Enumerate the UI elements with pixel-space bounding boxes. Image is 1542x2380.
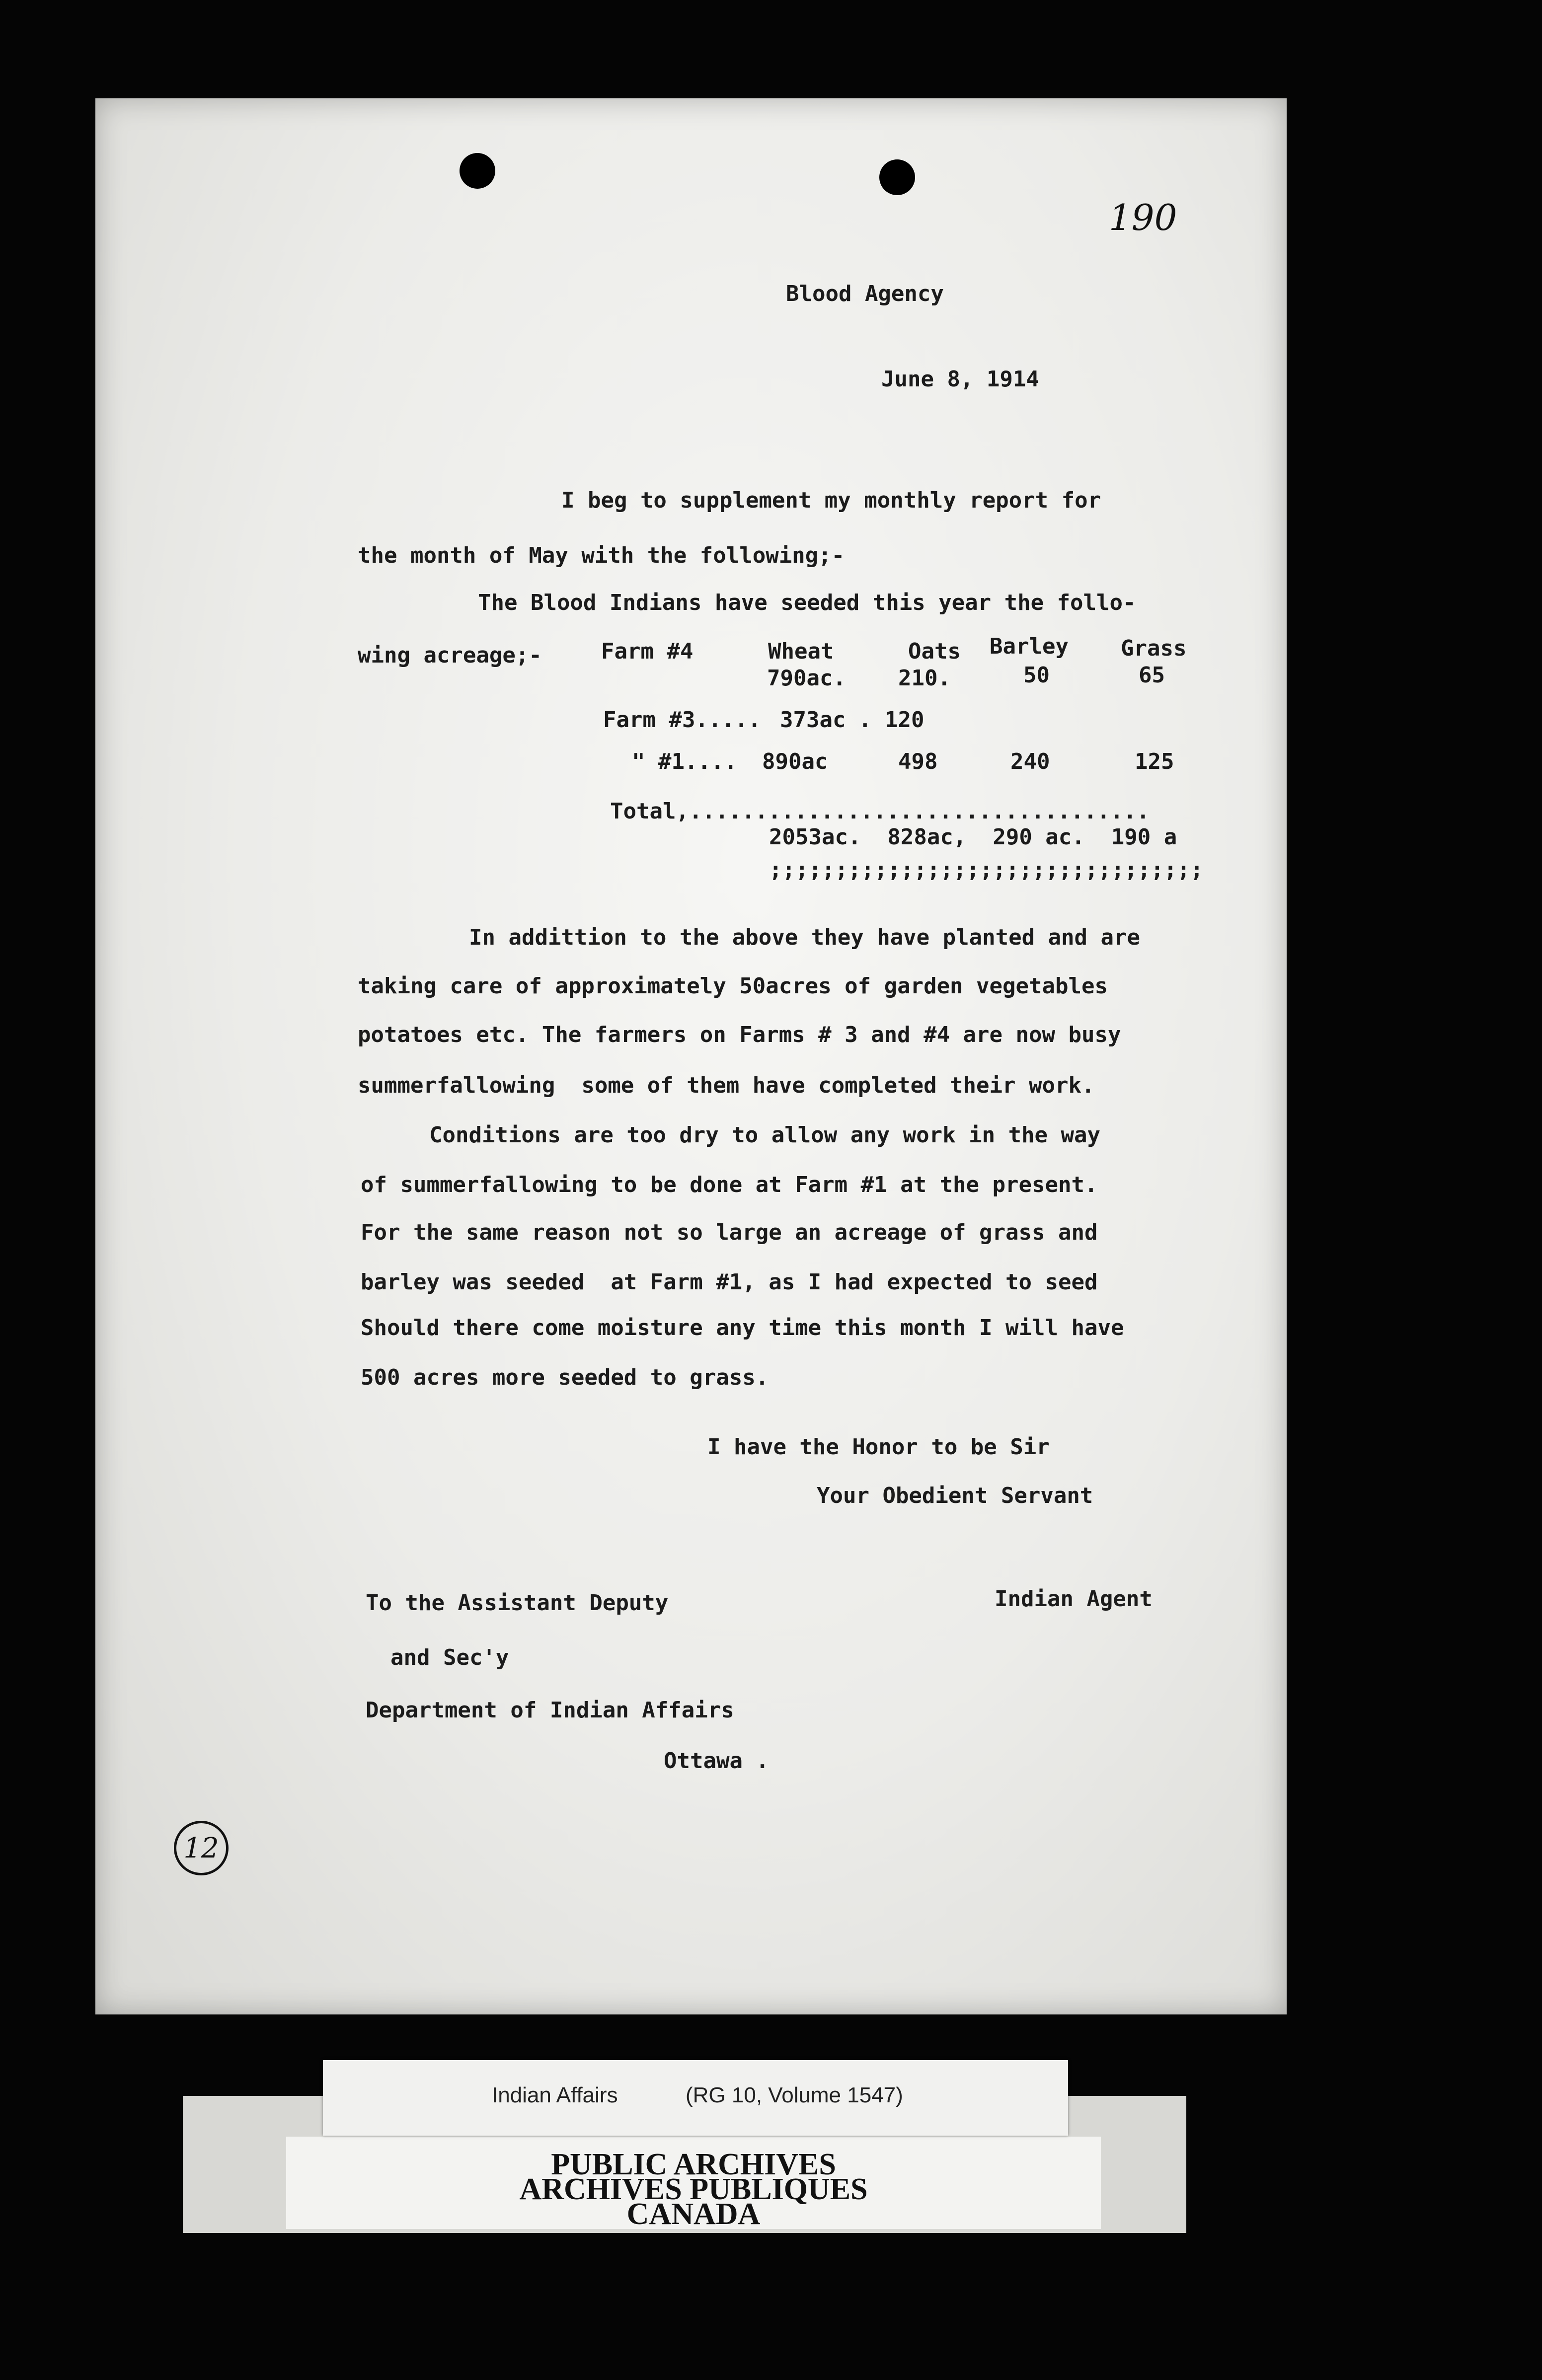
archive-series: Indian Affairs — [492, 2083, 618, 2107]
archive-line-2: ARCHIVES PUBLIQUES — [519, 2172, 868, 2206]
body-line: In addittion to the above they have planted and are — [469, 925, 1141, 950]
document-page — [95, 98, 1287, 2014]
table-cell: 890ac — [762, 749, 828, 774]
body-line: 500 acres more seeded to grass. — [361, 1365, 769, 1390]
table-header-grass: Grass — [1121, 636, 1187, 661]
address-line-1: To the Assistant Deputy — [366, 1590, 669, 1616]
body-line: Should there come moisture any time this month I will have — [361, 1315, 1124, 1340]
body-line: summerfallowing some of them have completed their work. — [358, 1073, 1095, 1098]
archive-reference: (RG 10, Volume 1547) — [686, 2083, 903, 2107]
archive-reference-label — [323, 2060, 1068, 2136]
table-cell: Farm #3..... — [603, 707, 761, 733]
signature-title: Indian Agent — [995, 1586, 1153, 1612]
table-cell: 65 — [1139, 663, 1165, 688]
table-cell: " #1.... — [632, 749, 737, 774]
address-line-4: Ottawa . — [664, 1748, 769, 1774]
address-line-3: Department of Indian Affairs — [366, 1698, 734, 1723]
punch-hole-left — [460, 153, 495, 189]
paragraph-2-line-2: wing acreage;- — [358, 643, 542, 668]
paragraph-1-line-2: the month of May with the following;- — [358, 543, 845, 568]
paragraph-1-line-1: I beg to supplement my monthly report for — [561, 488, 1101, 513]
table-header-oats: Oats — [908, 639, 961, 664]
archive-stamp — [286, 2137, 1101, 2229]
table-cell: 125 — [1135, 749, 1174, 774]
body-line: taking care of approximately 50acres of garden vegetables — [358, 973, 1108, 999]
body-line: Conditions are too dry to allow any work in the way — [429, 1122, 1101, 1148]
archive-line-1: PUBLIC ARCHIVES — [551, 2148, 836, 2181]
table-cell: 210. — [898, 666, 951, 691]
table-header-farm: Farm #4 — [601, 639, 694, 664]
table-total-underline: ;;;;;;;;;;;;;;;;;;;;;;;;;;;;;;;;; — [769, 857, 1204, 883]
table-cell: 373ac — [780, 707, 846, 733]
address-line-2: and Sec'y — [390, 1645, 509, 1670]
closing-servant: Your Obedient Servant — [817, 1483, 1093, 1508]
paragraph-2-line-1: The Blood Indians have seeded this year the follo- — [478, 590, 1136, 615]
table-cell: 240 — [1010, 749, 1050, 774]
agency-heading: Blood Agency — [786, 281, 944, 306]
letter-date: June 8, 1914 — [881, 367, 1039, 392]
table-header-barley: Barley — [990, 634, 1069, 659]
closing-honor: I have the Honor to be Sir — [707, 1434, 1050, 1460]
punch-hole-right — [879, 159, 915, 195]
page-number: 190 — [1109, 197, 1177, 238]
table-cell: . 120 — [858, 707, 925, 733]
table-total-label: Total,................................... — [610, 799, 1150, 824]
table-total-values: 2053ac. 828ac, 290 ac. 190 a — [769, 824, 1177, 850]
body-line: barley was seeded at Farm #1, as I had expected to seed — [361, 1269, 1098, 1295]
archive-line-3: CANADA — [626, 2197, 761, 2231]
body-line: of summerfallowing to be done at Farm #1 at the present. — [361, 1172, 1098, 1197]
table-header-wheat: Wheat — [768, 639, 834, 664]
body-line: For the same reason not so large an acreage of grass and — [361, 1220, 1098, 1245]
circled-number-mark: 12 — [174, 1821, 229, 1875]
body-line: potatoes etc. The farmers on Farms # 3 and #4 are now busy — [358, 1022, 1121, 1047]
table-cell: 498 — [898, 749, 938, 774]
table-cell: 790ac. — [767, 666, 846, 691]
table-cell: 50 — [1023, 663, 1050, 688]
